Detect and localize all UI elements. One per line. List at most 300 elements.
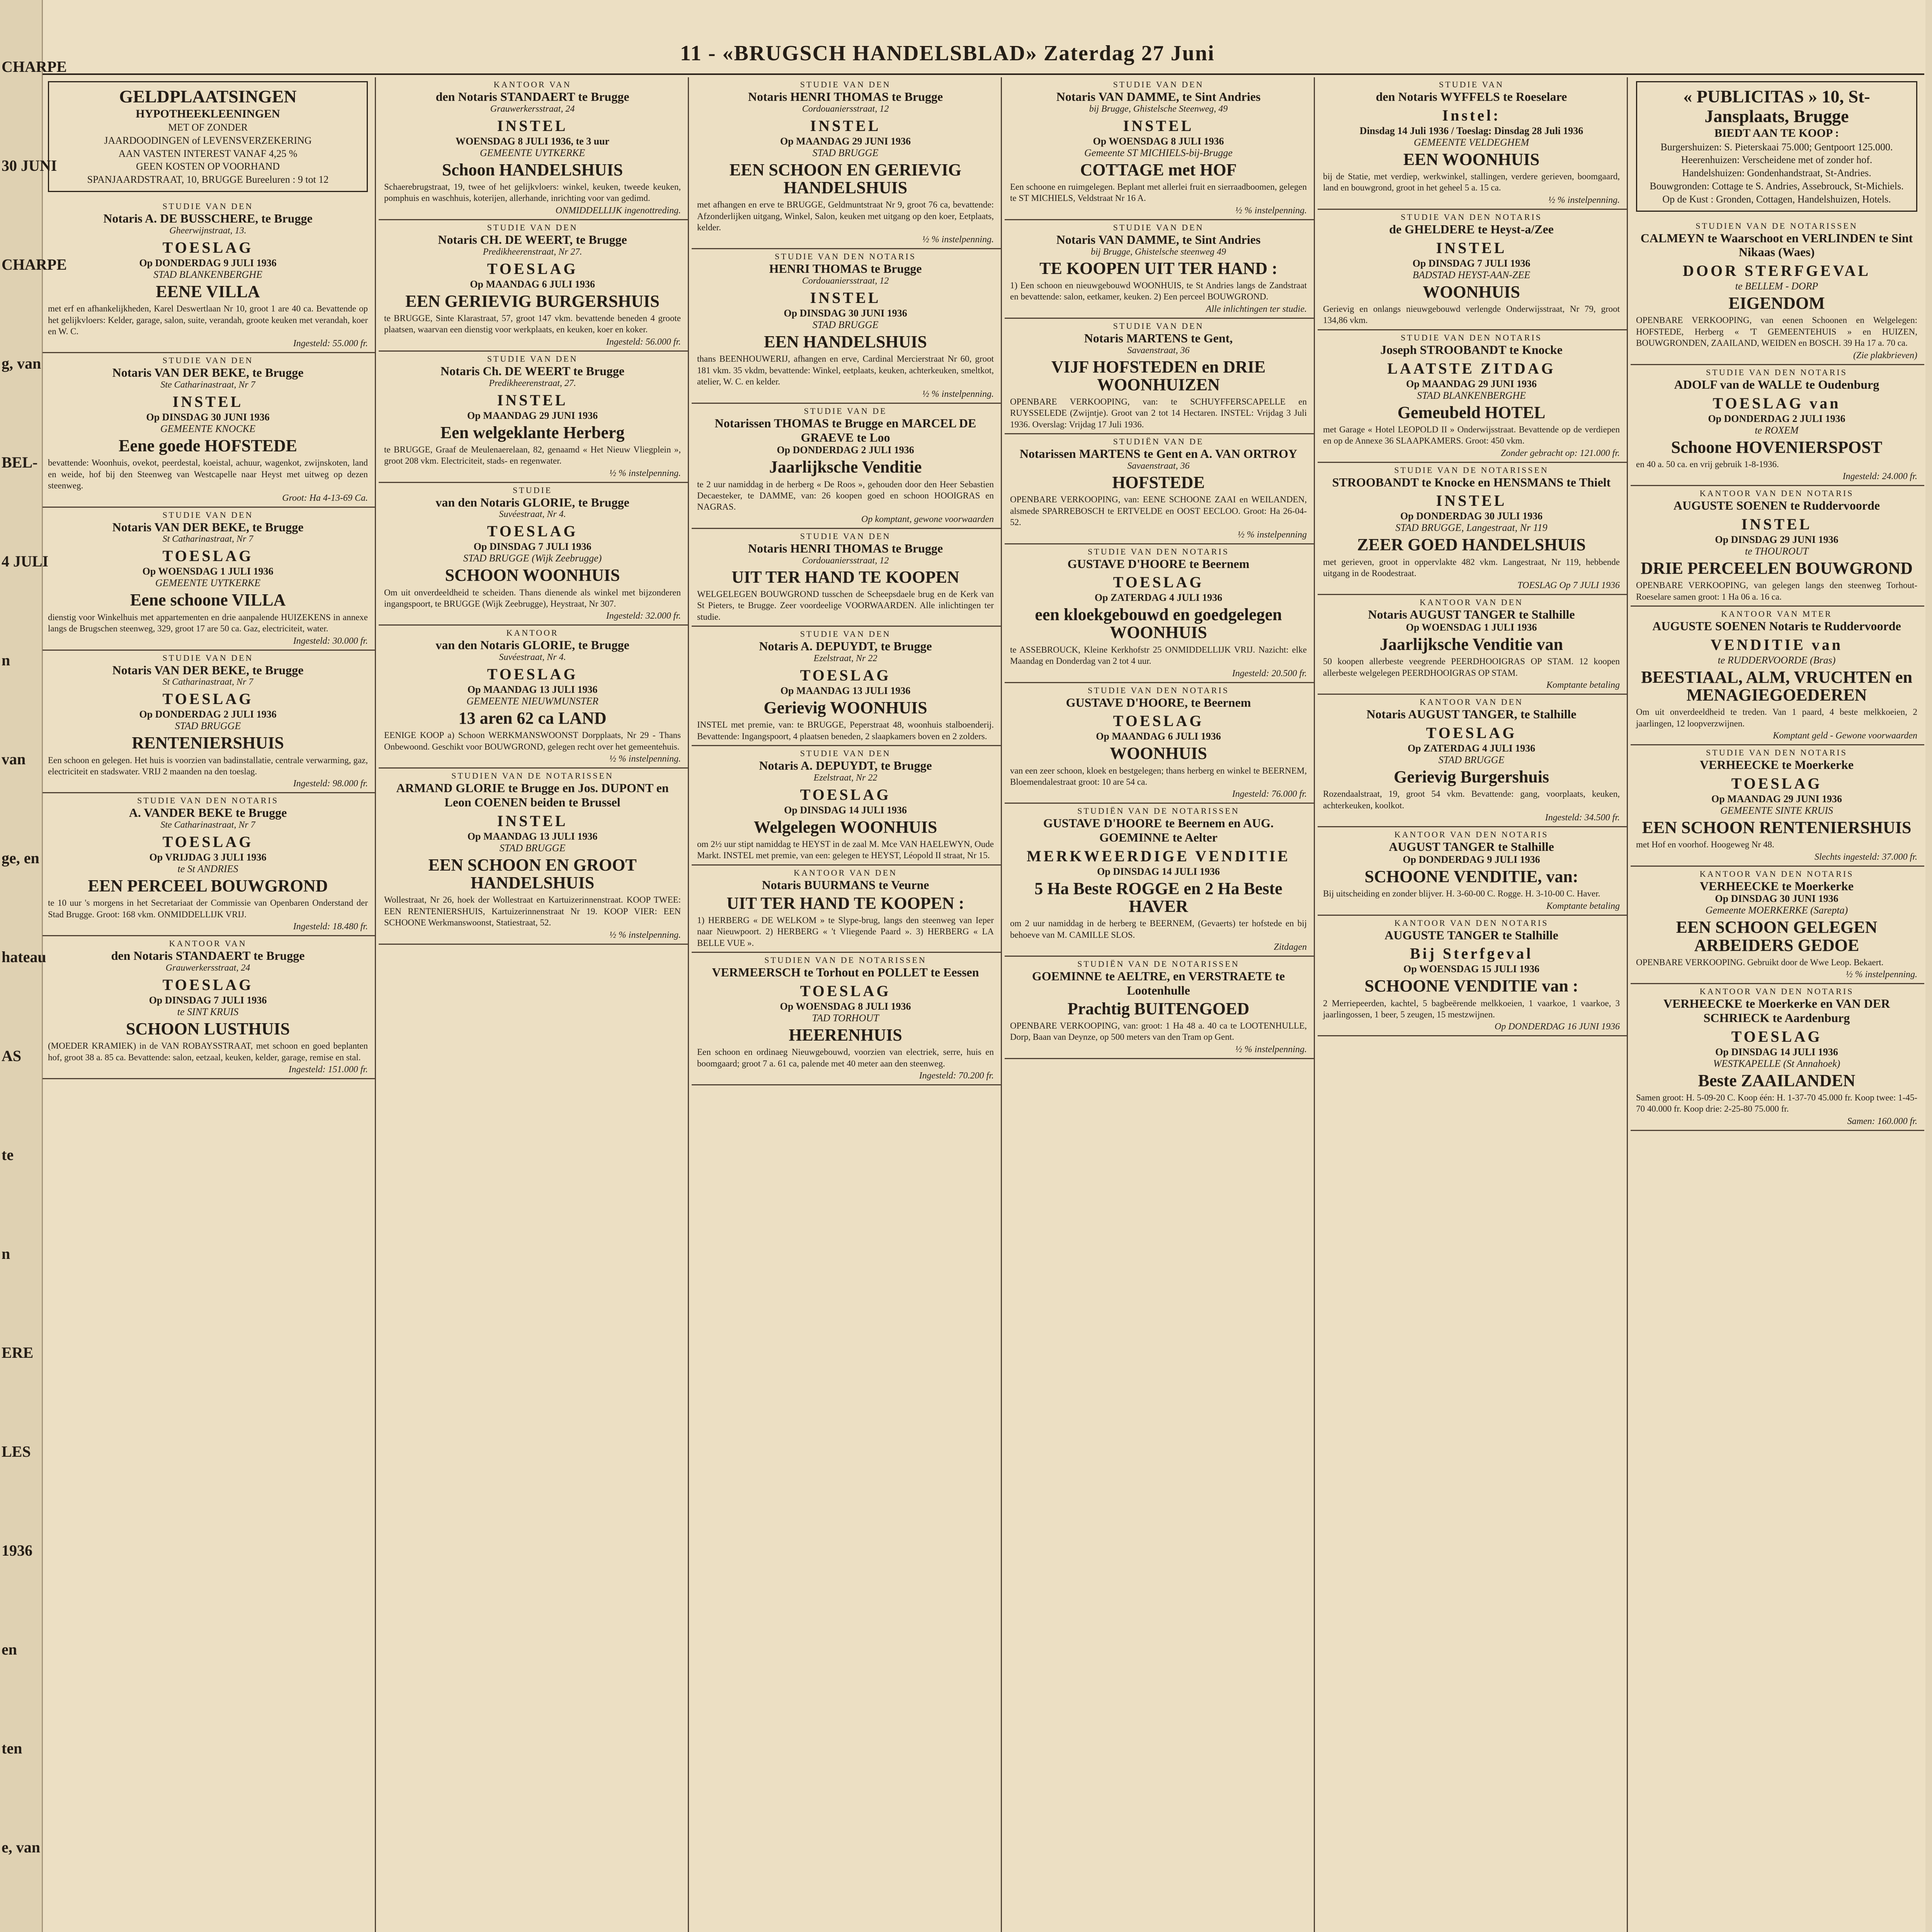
notice-office: STUDIE VAN DE NOTARISSEN — [1394, 465, 1549, 475]
notice-office: STUDIE VAN DEN — [1113, 80, 1204, 89]
notary-address: Cordouaniersstraat, 12 — [802, 104, 889, 114]
notary-address: Ste Catharinastraat, Nr 7 — [160, 380, 255, 390]
notice-body: met gerieven, groot in oppervlakte 482 vkm. Langestraat, Nr 119, hebbende uitgang in de Roodestraat. — [1323, 557, 1620, 578]
notice-office: STUDIE VAN DEN — [800, 80, 891, 89]
property-title: Beste ZAAILANDEN — [1698, 1071, 1855, 1090]
notice-body: met Hof en voorhof. Hoogeweg Nr 48. — [1636, 840, 1774, 850]
notice-office: STUDIE VAN DE — [804, 406, 887, 416]
sale-date: Op VRIJDAG 3 JULI 1936 — [149, 852, 267, 863]
notice-body: Bij uitscheiding en zonder blijver. H. 3-60-00 C. Rogge. H. 3-10-00 C. Haver. — [1323, 889, 1600, 899]
notice-price: Alle inlichtingen ter studie. — [1206, 304, 1307, 314]
sale-date: Op DINSDAG 30 JUNI 1936 — [146, 412, 270, 423]
column-5 — [1318, 77, 1628, 1932]
notice-office: KANTOOR VAN DEN — [1420, 597, 1523, 607]
notice-type: TOESLAG — [1113, 573, 1204, 591]
property-title: Schoone HOVENIERSPOST — [1671, 437, 1883, 457]
notice-price: Groot: Ha 4-13-69 Ca. — [282, 493, 368, 503]
notice-office: STUDIE VAN DEN NOTARIS — [1401, 332, 1542, 342]
sale-date: Op DONDERDAG 30 JULI 1936 — [1400, 510, 1543, 522]
property-title: Schoon HANDELSHUIS — [442, 160, 623, 179]
ad-subtitle: BIEDT AAN TE KOOP : — [1714, 127, 1839, 140]
notice-type: INSTEL — [497, 117, 568, 134]
property-title: Gemeubeld HOTEL — [1397, 403, 1546, 422]
notice-type: INSTEL — [1436, 492, 1507, 510]
sale-date: Op MAANDAG 6 JULI 1936 — [1096, 731, 1221, 742]
legal-notice — [379, 352, 688, 483]
fragment-text: 4 JULI — [2, 553, 49, 570]
ad-line: Op de Kust : Gronden, Cottagen, Handelshuizen, Hotels. — [1662, 193, 1891, 205]
notary-name: Notaris Ch. DE WEERT te Brugge — [440, 364, 624, 378]
notary-name: ADOLF van de WALLE te Oudenburg — [1674, 377, 1879, 391]
fragment-text: CHARPE — [2, 58, 67, 75]
sale-location: BADSTAD HEYST-AAN-ZEE — [1412, 269, 1531, 281]
legal-notice — [1318, 916, 1627, 1037]
notice-type: TOESLAG van — [1713, 394, 1841, 412]
notice-office: STUDIE VAN DEN — [800, 748, 891, 759]
sale-date: Op DONDERDAG 2 JULI 1936 — [1708, 413, 1845, 424]
notary-name: VERHEECKE te Moerkerke — [1699, 879, 1854, 893]
sale-location: te THOUROUT — [1745, 545, 1808, 557]
sale-date: Op DONDERDAG 2 JULI 1936 — [777, 444, 914, 456]
notice-office: STUDIE VAN DEN — [800, 629, 891, 639]
property-title: SCHOONE VENDITIE, van: — [1364, 867, 1578, 886]
notice-price: Ingesteld: 56.000 fr. — [606, 337, 681, 347]
notary-name: Notaris CH. DE WEERT, te Brugge — [438, 232, 627, 247]
notice-office: STUDIE VAN DEN NOTARIS — [1088, 546, 1229, 556]
sale-location: STAD BRUGGE — [1438, 754, 1505, 766]
notary-name: den Notaris WYFFELS te Roeselare — [1376, 90, 1567, 104]
sale-date: Op WOENSDAG 1 JULI 1936 — [1406, 622, 1537, 633]
legal-notice — [43, 936, 375, 1079]
notice-type: INSTEL — [172, 393, 243, 411]
fragment-text: n — [2, 651, 10, 669]
fragment-text: AS — [2, 1047, 22, 1065]
notice-price: ½ % instelpenning. — [609, 468, 681, 478]
notice-price: ½ % instelpenning. — [922, 389, 994, 399]
notary-address: bij Brugge, Ghistelsche Steenweg, 49 — [1089, 104, 1228, 114]
property-title: Prachtig BUITENGOED — [1067, 999, 1250, 1018]
notice-body: bevattende: Woonhuis, ovekot, peerdestal, koeistal, achuur, wagenkot, zwijnskoten, land en weide, hof bij den Steenweg van Westcapelle naar Heyst met uitweg op dezen steenweg. — [48, 458, 368, 491]
property-title: HOFSTEDE — [1112, 473, 1205, 492]
legal-notice — [1318, 330, 1627, 463]
notary-name: Notaris HENRI THOMAS te Brugge — [748, 541, 943, 555]
legal-notice — [1005, 957, 1314, 1059]
sale-location: STAD BRUGGE (Wijk Zeebrugge) — [463, 553, 602, 564]
notice-body: Een schoon en gelegen. Het huis is voorzien van badinstallatie, centrale verwarming, gaz, electriciteit en stadswater. VRIJ 2 maanden na den toeslag. — [48, 755, 368, 776]
notary-address: Ezelstraat, Nr 22 — [813, 772, 878, 783]
notice-office: STUDIE VAN DEN — [800, 531, 891, 541]
notice-body: Gerievig en onlangs nieuwgebouwd verlengde Onderwijsstraat, Nr 79, groot 134,86 vkm. — [1323, 304, 1620, 325]
sale-date: WOENSDAG 8 JULI 1936, te 3 uur — [456, 135, 609, 147]
legal-notice — [1005, 544, 1314, 683]
fragment-text: te — [2, 1146, 14, 1163]
property-title: EEN GERIEVIG BURGERSHUIS — [405, 291, 660, 311]
fragment-text: 1936 — [2, 1542, 32, 1559]
notary-name: van den Notaris GLORIE, te Brugge — [435, 495, 629, 509]
property-title: Een welgeklante Herberg — [440, 423, 625, 442]
notice-office: KANTOOR VAN DEN NOTARIS — [1394, 918, 1549, 928]
legal-notice — [1005, 804, 1314, 957]
notice-body: 2 Merriepeerden, kachtel, 5 bagbeërende melkkoeien, 1 vaarkoe, 1 vaarkoe, 3 jaarlingossen, 1 beer, 5 zeugen, 15 mestzwijnen. — [1323, 998, 1620, 1019]
ad-line: Handelshuizen: Gondenhandstraat, St-Andries. — [1682, 167, 1871, 179]
notice-price: (Zie plakbrieven) — [1853, 350, 1917, 361]
running-header — [43, 27, 1924, 75]
legal-notice — [692, 77, 1001, 249]
property-title: BEESTIAAL, ALM, VRUCHTEN en MENAGIEGOEDEREN — [1641, 667, 1913, 705]
notice-office: STUDIE VAN DEN NOTARIS — [1706, 367, 1847, 377]
fragment-text: CHARPE — [2, 256, 67, 273]
sale-date: Op WOENSDAG 15 JULI 1936 — [1403, 963, 1540, 975]
legal-notice — [692, 746, 1001, 866]
notice-price: Ingesteld: 70.200 fr. — [919, 1071, 994, 1081]
notice-body: OPENBARE VERKOOPING, van gelegen langs den steenweg Torhout-Roeselare samen groot: 1 Ha 06 a. 16 ca. — [1636, 580, 1917, 602]
notary-address: St Catharinastraat, Nr 7 — [162, 534, 253, 544]
legal-notice — [379, 77, 688, 220]
fragment-text: g, van — [2, 355, 41, 372]
property-title: WOONHUIS — [1423, 282, 1520, 301]
notary-address: Predikheerenstraat, Nr 27. — [483, 247, 582, 257]
notice-body: OPENBARE VERKOOPING. Gebruikt door de Wwe Leop. Bekaert. — [1636, 957, 1884, 967]
legal-notice — [1631, 219, 1924, 365]
property-title: HEERENHUIS — [789, 1025, 902, 1044]
notice-price: ½ % instelpenning. — [922, 235, 994, 245]
sale-location: GEMEENTE NIEUWMUNSTER — [466, 696, 599, 707]
notice-price: Samen: 160.000 fr. — [1847, 1116, 1917, 1126]
ad-line: Bouwgronden: Cottage te S. Andries, Assebrouck, St-Michiels. — [1650, 180, 1904, 192]
notice-office: STUDIE VAN DEN — [487, 222, 578, 232]
notary-name: Notaris A. DEPUYDT, te Brugge — [759, 759, 932, 773]
property-title: WOONHUIS — [1110, 744, 1207, 763]
notary-address: Ste Catharinastraat, Nr 7 — [160, 820, 255, 830]
legal-notice — [1631, 745, 1924, 866]
sale-location: GEMEENTE UYTKERKE — [155, 577, 261, 589]
notice-body: Om uit onverdeeldheid te scheiden. Thans dienende als winkel met bijzonderen ingangspoort, te BRUGGE (Wijk Zeebrugge), Heystraat, Nr 307. — [384, 587, 681, 609]
notice-body: EENIGE KOOP a) Schoon WERKMANSWOONST Dorpplaats, Nr 29 - Thans Onbewoond. Geschikt voor BOUWGROND, gelegen recht over het gemeentehuis. — [384, 730, 681, 752]
notary-name: VERHEECKE te Moerkerke en VAN DER SCHRIECK te Aardenburg — [1663, 997, 1890, 1025]
property-title: Welgelegen WOONHUIS — [753, 817, 937, 837]
notice-body: met afhangen en erve te BRUGGE, Geldmuntstraat Nr 9, groot 76 ca, bevattende: Afzonderlijken uitgang, Winkel, Salon, keuken met uitgang op den koer, Eetplaats, kelder. — [697, 200, 994, 233]
page-margin — [1925, 0, 1932, 1932]
notary-address: St Catharinastraat, Nr 7 — [162, 677, 253, 687]
property-title: EEN SCHOON EN GROOT HANDELSHUIS — [428, 855, 637, 893]
notice-body: 50 koopen allerbeste veegrende PEERDHOOIGRAS OP STAM. 12 koopen allerbeste welgelegen PEERDHOOIGRAS OP STAM. — [1323, 656, 1620, 678]
legal-notice — [43, 793, 375, 936]
property-title: TE KOOPEN UIT TER HAND : — [1039, 259, 1277, 278]
notice-price: ONMIDDELLIJK ingenottreding. — [555, 205, 681, 216]
property-title: EEN SCHOON RENTENIERSHUIS — [1642, 818, 1912, 837]
column-1 — [43, 77, 376, 1932]
notice-type: MERKWEERDIGE VENDITIE — [1026, 847, 1291, 865]
notice-office: KANTOOR VAN DEN — [794, 867, 897, 878]
sale-date: Op MAANDAG 13 JULI 1936 — [467, 830, 598, 842]
legal-notice — [1631, 486, 1924, 607]
ad-line: Burgershuizen: S. Pieterskaai 75.000; Gentpoort 125.000. — [1660, 141, 1893, 153]
notary-name: Notarissen THOMAS te Brugge en MARCEL DE GRAEVE te Loo — [714, 416, 976, 444]
notice-type: TOESLAG — [800, 786, 891, 803]
notice-office: STUDIE VAN DEN NOTARIS — [775, 252, 916, 262]
legal-notice — [692, 866, 1001, 953]
notary-name: Notaris A. DEPUYDT, te Brugge — [759, 639, 932, 653]
ad-line: MET OF ZONDER — [168, 122, 248, 133]
notice-price: Komptant geld - Gewone voorwaarden — [1773, 731, 1917, 741]
notary-name: Notaris AUGUST TANGER, te Stalhille — [1366, 707, 1577, 721]
notice-body: Een schoone en ruimgelegen. Beplant met allerlei fruit en sierraadboomen, gelegen te ST MICHIELS, Veldstraat Nr 16 A. — [1010, 182, 1307, 203]
legal-notice — [692, 953, 1001, 1085]
notary-name: AUGUSTE SOENEN te Ruddervoorde — [1673, 498, 1880, 513]
property-title: EEN PERCEEL BOUWGROND — [88, 876, 328, 896]
sale-location: STAD BRUGGE — [812, 147, 879, 158]
property-title: Eene schoone VILLA — [130, 590, 286, 610]
sale-date: Op DONDERDAG 2 JULI 1936 — [139, 709, 277, 720]
notary-name: VERMEERSCH te Torhout en POLLET te Eessen — [712, 965, 979, 980]
notary-name: Notaris VAN DER BEKE, te Brugge — [112, 663, 304, 677]
notice-price: Ingesteld: 30.000 fr. — [293, 636, 368, 646]
ad-subtitle: HYPOTHEEKLEENINGEN — [136, 107, 280, 120]
notice-body: bij de Statie, met verdiep, werkwinkel, stallingen, verdere gerieven, boomgaard, land en bouwgrond, groot in het geheel 5 a. 15 ca. — [1323, 171, 1620, 193]
notice-price: Ingesteld: 151.000 fr. — [288, 1065, 368, 1075]
property-title: ZEER GOED HANDELSHUIS — [1357, 535, 1586, 554]
sale-date: Op DONDERDAG 9 JULI 1936 — [139, 257, 277, 269]
property-title: EEN HANDELSHUIS — [764, 332, 927, 352]
notice-type: Instel: — [1442, 106, 1501, 124]
notice-body: 1) HERBERG « DE WELKOM » te Slype-brug, langs den steenweg van Ieper naar Nieuwpoort. 2) HERBERG « 't Vliegende Paard ». 3) HERBERG « LA BELLE VUE ». — [697, 915, 994, 948]
notice-office: STUDIËN VAN DE — [1113, 437, 1204, 447]
notice-office: KANTOOR VAN DEN NOTARIS — [1699, 488, 1854, 498]
property-title: EENE VILLA — [156, 282, 260, 301]
sale-date: Op MAANDAG 29 JUNI 1936 — [780, 135, 911, 147]
sale-date: Op DONDERDAG 9 JULI 1936 — [1403, 854, 1540, 865]
notice-office: KANTOOR — [506, 628, 559, 638]
notary-name: VERHEECKE te Moerkerke — [1699, 758, 1854, 772]
property-title: COTTAGE met HOF — [1080, 160, 1237, 179]
notice-body: 1) Een schoon en nieuwgebouwd WOONHUIS, te St Andries langs de Zandstraat en bevattende: salon, eetkamer, keuken. 2) Een perceel BOUWGROND. — [1010, 280, 1307, 302]
notice-type: TOESLAG — [1426, 724, 1517, 742]
notice-office: STUDIE — [512, 485, 553, 495]
legal-notice — [1318, 827, 1627, 915]
notary-name: AUGUSTE SOENEN Notaris te Ruddervoorde — [1652, 619, 1901, 633]
sale-location: GEMEENTE SINTE KRUIS — [1720, 804, 1833, 816]
ad-title: « PUBLICITAS » 10, St-Jansplaats, Brugge — [1683, 87, 1870, 126]
notice-type: LAATSTE ZITDAG — [1387, 359, 1556, 377]
notice-type: TOESLAG — [1113, 712, 1204, 730]
column-3 — [692, 77, 1002, 1932]
notice-price: ½ % instelpenning. — [609, 754, 681, 764]
legal-notice — [1318, 695, 1627, 827]
notice-price: Zitdagen — [1274, 942, 1307, 952]
notice-price: TOESLAG Op 7 JULI 1936 — [1517, 580, 1620, 591]
notary-name: Notaris VAN DAMME, te Sint Andries — [1056, 90, 1261, 104]
notary-name: Notaris VAN DER BEKE, te Brugge — [112, 520, 304, 534]
notary-address: Suvéestraat, Nr 4. — [499, 652, 566, 663]
legal-notice — [1631, 984, 1924, 1131]
notice-type: INSTEL — [497, 812, 568, 830]
fragment-text: van — [2, 750, 26, 768]
notice-office: STUDIE VAN DEN — [1113, 321, 1204, 331]
legal-notice — [1631, 365, 1924, 486]
notice-type: INSTEL — [810, 117, 881, 134]
property-title: EEN WOONHUIS — [1403, 150, 1540, 169]
notice-office: STUDIE VAN DEN — [162, 653, 253, 663]
notary-name: Notaris AUGUST TANGER te Stalhille — [1368, 607, 1575, 622]
notice-price: Komptante betaling — [1546, 901, 1620, 911]
property-title: UIT TER HAND TE KOOPEN : — [726, 893, 964, 913]
sale-location: WESTKAPELLE (St Annahoek) — [1713, 1058, 1840, 1069]
notary-name: CALMEYN te Waarschoot en VERLINDEN te Sint Nikaas (Waes) — [1640, 231, 1913, 259]
notary-name: GUSTAVE D'HOORE te Beernem en AUG. GOEMINNE te Aelter — [1043, 816, 1274, 845]
legal-notice — [1005, 683, 1314, 804]
notice-body: met Garage « Hotel LEOPOLD II » Onderwijsstraat. Bevattende op de verdiepen en op de Annexe 36 SLAAPKAMERS. Groot: 450 vkm. — [1323, 424, 1620, 446]
sale-date: Op DINSDAG 7 JULI 1936 — [1412, 257, 1531, 269]
legal-notice — [379, 769, 688, 944]
legal-notice — [692, 529, 1001, 627]
notice-type: INSTEL — [497, 391, 568, 409]
running-title: 11 - «BRUGSCH HANDELSBLAD» Zaterdag 27 Juni — [680, 41, 1215, 65]
notice-type: TOESLAG — [162, 238, 253, 256]
notice-office: STUDIE VAN DEN NOTARIS — [1706, 748, 1847, 758]
notice-body: (MOEDER KRAMIEK) in de VAN ROBAYSSTRAAT, met schoon en goed beplanten hof, groot 38 a. 85 ca. Bevattende: salon, eetzaal, keuken, kelder, garage, remise en stal. — [48, 1041, 368, 1062]
notice-body: Samen groot: H. 5-09-20 C. Koop één: H. 1-37-70 45.000 fr. Koop twee: 1-45-70 40.000 fr. Koop drie: 2-25-80 75.000 fr. — [1636, 1092, 1917, 1114]
notary-name: den Notaris STANDAERT te Brugge — [111, 949, 305, 963]
property-title: 5 Ha Beste ROGGE en 2 Ha Beste HAVER — [1034, 879, 1282, 916]
sale-date: Op MAANDAG 13 JULI 1936 — [467, 684, 598, 696]
notice-body: Rozendaalstraat, 19, groot 54 vkm. Bevattende: gang, voorplaats, keuken, achterkeuken, koolkot. — [1323, 789, 1620, 810]
ad-line: SPANJAARDSTRAAT, 10, BRUGGE Bureeluren : 9 tot 12 — [87, 174, 329, 185]
sale-location: STAD BRUGGE — [499, 842, 566, 854]
notice-office: STUDIËN VAN DE NOTARISSEN — [1077, 806, 1240, 816]
fragment-text: ERE — [2, 1344, 34, 1361]
notice-price: Ingesteld: 76.000 fr. — [1232, 789, 1307, 799]
legal-notice — [1318, 463, 1627, 595]
notice-price: Komptante betaling — [1546, 680, 1620, 690]
notice-office: STUDIEN VAN DE NOTARISSEN — [451, 771, 614, 781]
fragment-text: en — [2, 1641, 17, 1658]
notary-name: ARMAND GLORIE te Brugge en Jos. DUPONT en Leon COENEN beiden te Brussel — [396, 781, 669, 810]
notice-body: te BRUGGE, Graaf de Meulenaerelaan, 82, genaamd « Het Nieuw Vliegplein », groot 208 vkm. Electriciteit, stads- en regenwater. — [384, 444, 681, 466]
property-title: EEN SCHOON EN GERIEVIG HANDELSHUIS — [729, 160, 962, 197]
notice-price: Slechts ingesteld: 37.000 fr. — [1815, 852, 1917, 862]
notice-office: STUDIEN VAN DE NOTARISSEN — [764, 955, 927, 965]
property-title: Eene goede HOFSTEDE — [118, 436, 298, 456]
legal-notice — [379, 626, 688, 769]
property-title: VIJF HOFSTEDEN en DRIE WOONHUIZEN — [1051, 357, 1266, 394]
notice-office: KANTOOR VAN — [493, 80, 571, 89]
sale-date: Op DINSDAG 14 JULI 1936 — [1715, 1046, 1838, 1058]
notice-body: OPENBARE VERKOOPING, van: EENE SCHOONE ZAAI en WEILANDEN, alsmede SPARREBOSCH te ERTVELDE en OOST EECLOO. Groot: Ha 26-04-52. — [1010, 495, 1307, 527]
notary-name: Notaris MARTENS te Gent, — [1084, 331, 1233, 345]
legal-notice — [692, 249, 1001, 403]
notice-type: TOESLAG — [162, 976, 253, 994]
notice-price: Ingesteld: 18.480 fr. — [293, 922, 368, 932]
notice-body: thans BEENHOUWERIJ, afhangen en erve, Cardinal Mercierstraat Nr 60, groot 181 vkm. 35 vkdm, bevattende: Winkel, eetplaats, keuken, achterkeuken, smeltkot, atelier, W. C. en kelder. — [697, 354, 994, 387]
notice-type: TOESLAG — [1731, 1027, 1822, 1045]
notice-price: ½ % instelpenning. — [1235, 205, 1307, 216]
column-6 — [1631, 77, 1924, 1932]
sale-location: GEMEENTE UYTKERKE — [480, 147, 585, 158]
notary-name: GUSTAVE D'HOORE, te Beernem — [1066, 695, 1251, 709]
notice-price: Ingesteld: 32.000 fr. — [606, 611, 681, 621]
ad-line: AAN VASTEN INTEREST VANAF 4,25 % — [118, 148, 298, 159]
notice-body: dienstig voor Winkelhuis met appartementen en drie aanpalende HUIZEKENS in annexe langs de Brugschen steenweg, 329, groot 17 are 50 ca. Gaz, electriciteit, water. — [48, 612, 368, 634]
notary-address: Gheerwijnstraat, 13. — [169, 225, 247, 236]
sale-date: Op DINSDAG 14 JULI 1936 — [1097, 866, 1220, 877]
notice-type: TOESLAG — [162, 833, 253, 851]
property-title: 13 aren 62 ca LAND — [458, 709, 607, 728]
notice-type: VENDITIE van — [1710, 636, 1843, 653]
notary-name: de GHELDERE te Heyst-a/Zee — [1389, 222, 1554, 236]
sale-location: GEMEENTE KNOCKE — [160, 423, 256, 435]
notice-office: STUDIE VAN DEN NOTARIS — [137, 796, 279, 806]
sale-date: Op DINSDAG 30 JUNI 1936 — [784, 308, 907, 319]
ad-line: Heerenhuizen: Verscheidene met of zonder hof. — [1681, 154, 1872, 166]
notice-body: OPENBARE VERKOOPING, van: te SCHUYFFERSCAPELLE en RUYSSELEDE (Zwijntje). Groot van 2 tot 14 Hectaren. INSTEL: Vrijdag 3 Juli 1936. Overslag: Vrijdag 17 Juli 1936. — [1010, 396, 1307, 429]
notice-body: INSTEL met premie, van: te BRUGGE, Peperstraat 48, woonhuis stalboenderij. Bevattende: Ingangspoort, 4 plaatsen beneden, 2 slaapkamers boven en 2 zolders. — [697, 720, 994, 741]
sale-location: te BELLEM - DORP — [1735, 281, 1818, 292]
notice-price: Ingesteld: 20.500 fr. — [1232, 668, 1307, 679]
property-title: EIGENDOM — [1728, 294, 1825, 313]
legal-notice — [379, 220, 688, 352]
legal-notice — [1318, 77, 1627, 210]
legal-notice — [1005, 77, 1314, 220]
notary-name: den Notaris STANDAERT te Brugge — [435, 90, 629, 104]
sale-date: Op DINSDAG 7 JULI 1936 — [473, 541, 592, 553]
adjacent-page-fragment — [0, 0, 67, 1932]
notary-name: Notaris HENRI THOMAS te Brugge — [748, 90, 943, 104]
sale-date: Op DINSDAG 7 JULI 1936 — [149, 995, 267, 1006]
fragment-text: hateau — [2, 948, 46, 966]
notice-type: INSTEL — [810, 289, 881, 307]
sale-location: STAD BLANKENBERGHE — [1417, 389, 1526, 401]
sale-date: Op DINSDAG 30 JUNI 1936 — [1715, 893, 1838, 905]
sale-date: Op WOENSDAG 1 JULI 1936 — [142, 566, 274, 577]
notice-body: om 2½ uur stipt namiddag te HEYST in de zaal M. Mce VAN HAELEWYN, Oude Markt. INSTEL met premie, van een: gelegen te HEYST, Léopold II straat, Nr 15. — [697, 839, 994, 861]
notice-office: STUDIE VAN DEN — [487, 354, 578, 364]
notice-price: Ingesteld: 55.000 fr. — [293, 338, 368, 349]
legal-notice — [379, 483, 688, 626]
notice-body: te BRUGGE, Sinte Klarastraat, 57, groot 147 vkm. bevattende beneden 4 groote plaatsen, waarvan een dienstig voor werkplaats, en keuken, koer en koker. — [384, 313, 681, 335]
ad-line: GEEN KOSTEN OP VOORHAND — [136, 161, 280, 172]
notary-address: Ezelstraat, Nr 22 — [813, 653, 878, 663]
notice-type: TOESLAG — [487, 665, 578, 683]
notice-body: Schaerebrugstraat, 19, twee of het gelijkvloers: winkel, keuken, tweede keuken, pomphuis en waschhuis, koterijen, allerhande, inrichting voor van gedimd. — [384, 182, 681, 203]
notice-price: ½ % instelpenning — [1237, 529, 1307, 540]
notice-price: Op DONDERDAG 16 JUNI 1936 — [1495, 1022, 1620, 1032]
fragment-text: e, van — [2, 1838, 40, 1856]
notice-type: Bij Sterfgeval — [1410, 945, 1533, 963]
notice-office: KANTOOR VAN — [169, 939, 247, 949]
notice-office: STUDIE VAN DEN NOTARIS — [1088, 685, 1229, 695]
notary-name: Notarissen MARTENS te Gent en A. VAN ORTROY — [1019, 447, 1298, 461]
sale-date: Op WOENSDAG 8 JULI 1936 — [1093, 135, 1224, 147]
sale-date: Op MAANDAG 29 JUNI 1936 — [467, 410, 598, 421]
notary-name: Notaris BUURMANS te Veurne — [762, 878, 929, 892]
property-title: SCHOON LUSTHUIS — [126, 1019, 290, 1039]
sale-date: Op DINSDAG 29 JUNI 1936 — [1715, 534, 1838, 545]
sale-location: te SINT KRUIS — [177, 1006, 239, 1018]
fragment-text: n — [2, 1245, 10, 1262]
sale-date: Op ZATERDAG 4 JULI 1936 — [1094, 592, 1223, 604]
notice-body: OPENBARE VERKOOPING, van eenen Schoonen en Welgelegen: HOFSTEDE, Herberg « 'T GEMEENTEHUIS » en HUIZEN, BOUWGRONDEN, ZAAILAND, WEIDEN en BOSCH. 39 Ha 17 a. 70 ca. — [1636, 315, 1917, 348]
notice-type: TOESLAG — [487, 260, 578, 277]
notice-type: TOESLAG — [800, 982, 891, 1000]
notice-office: KANTOOR VAN DEN NOTARIS — [1699, 986, 1854, 997]
notary-name: AUGUST TANGER te Stalhille — [1389, 840, 1554, 854]
notice-type: TOESLAG — [162, 547, 253, 565]
notary-name: GUSTAVE D'HOORE te Beernem — [1067, 556, 1250, 571]
notice-body: WELGELEGEN BOUWGROND tusschen de Scheepsdaele brug en de Kerk van St Pieters, te Brugge. Zeer voordeelige VOORWAARDEN. Alle inlichtingen ter studie. — [697, 589, 994, 622]
property-title: Gerievig Burgershuis — [1393, 767, 1549, 787]
advertisement-box — [1636, 81, 1917, 212]
legal-notice — [692, 404, 1001, 529]
